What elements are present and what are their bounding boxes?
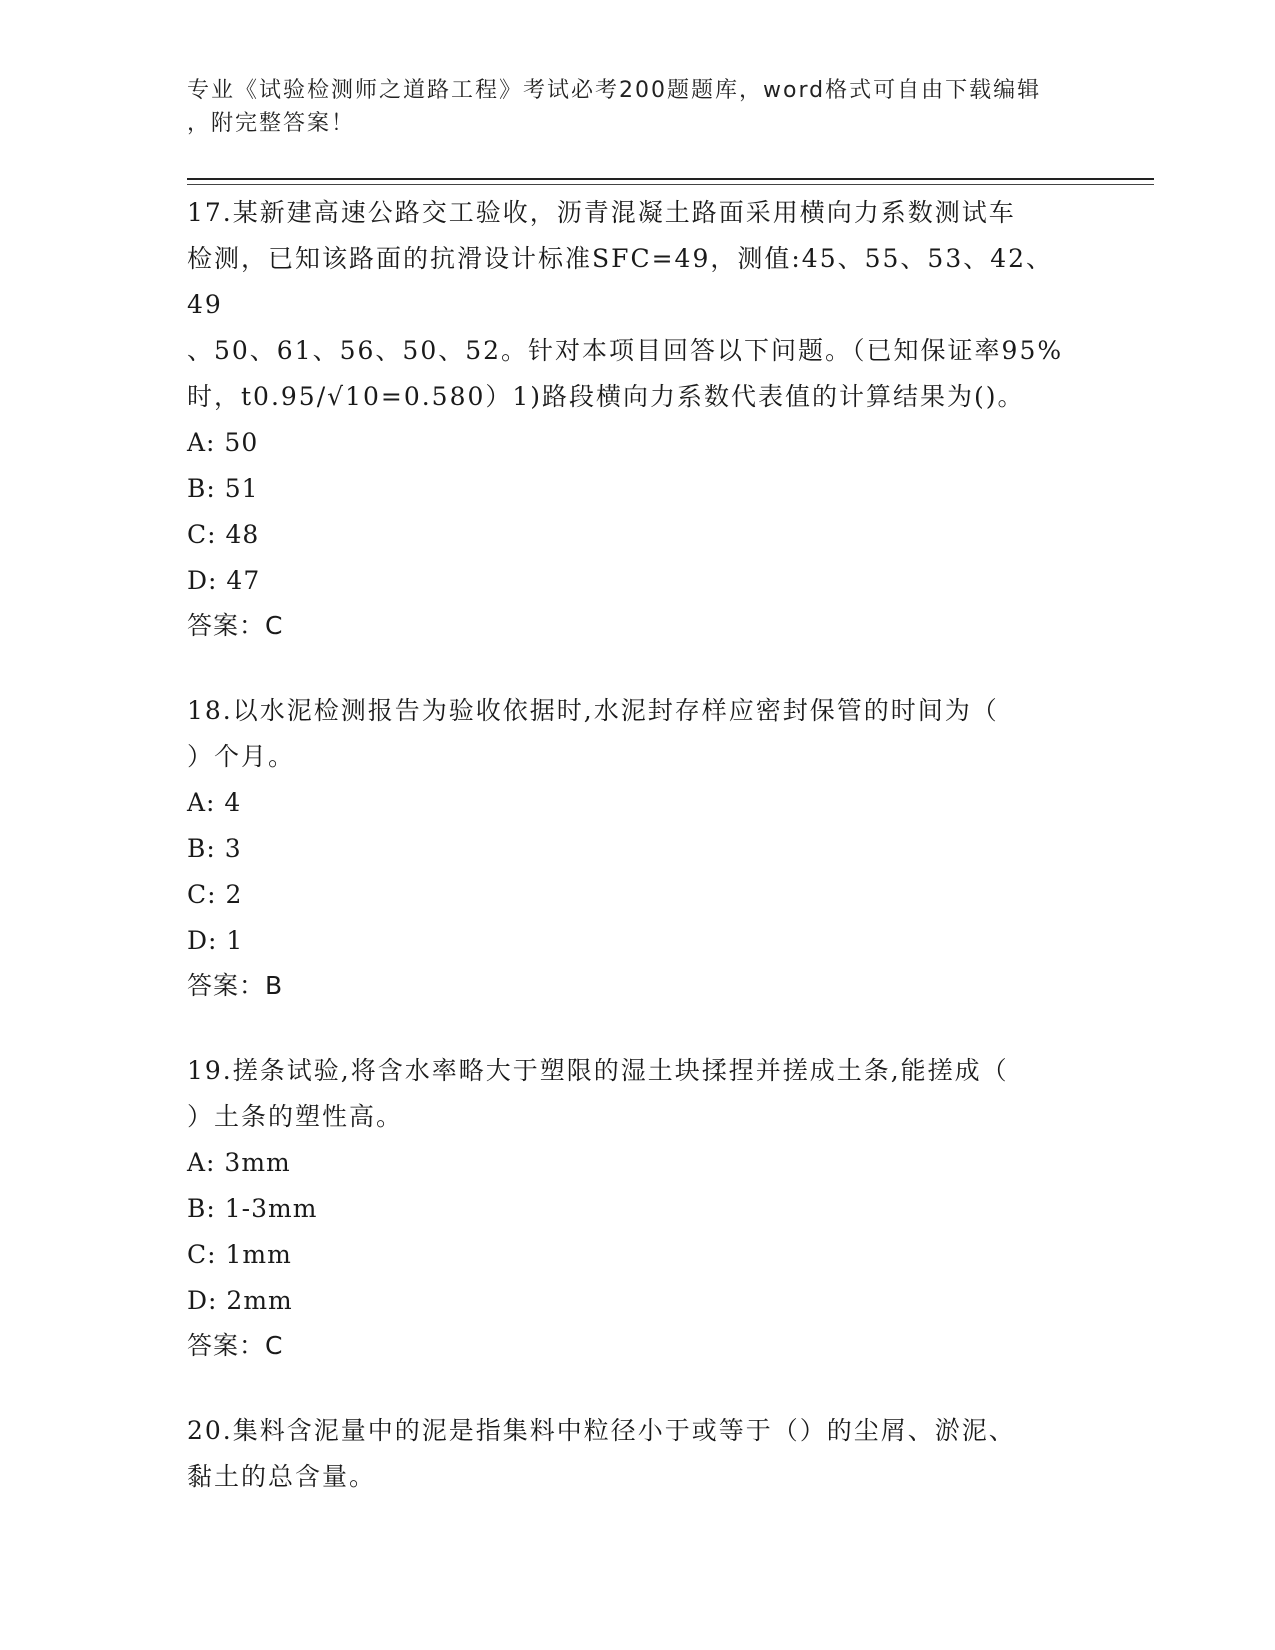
question-17-stem-line-3: 、50、61、56、50、52。针对本项目回答以下问题。（已知保证率95% bbox=[187, 336, 1064, 365]
question-20-stem-line-1: 20.集料含泥量中的泥是指集料中粒径小于或等于（）的尘屑、淤泥、 bbox=[187, 1416, 1016, 1445]
question-19-stem-line-1: 19.搓条试验,将含水率略大于塑限的湿土块揉捏并搓成土条,能搓成（ bbox=[187, 1056, 1009, 1085]
question-19-option-c: C: 1mm bbox=[187, 1240, 292, 1269]
document-header bbox=[187, 74, 1087, 140]
question-17-option-d: D: 47 bbox=[187, 566, 261, 595]
question-20-stem-line-2: 黏土的总含量。 bbox=[187, 1462, 377, 1491]
question-18-option-b: B: 3 bbox=[187, 834, 242, 863]
question-17-stem-line-2: 检测，已知该路面的抗滑设计标准SFC=49，测值:45、55、53、42、49 bbox=[187, 244, 1054, 319]
header-divider-thick bbox=[187, 178, 1154, 180]
question-17-option-c: C: 48 bbox=[187, 520, 260, 549]
question-list bbox=[187, 190, 1087, 1540]
question-20 bbox=[187, 1408, 1087, 1500]
question-18-option-c: C: 2 bbox=[187, 880, 243, 909]
question-18-stem-line-1: 18.以水泥检测报告为验收依据时,水泥封存样应密封保管的时间为（ bbox=[187, 696, 999, 725]
question-17-option-b: B: 51 bbox=[187, 474, 259, 503]
header-divider-thin bbox=[187, 184, 1154, 185]
question-19-stem-line-2: ）土条的塑性高。 bbox=[187, 1102, 404, 1131]
question-19-option-d: D: 2mm bbox=[187, 1286, 293, 1315]
question-17-option-a: A: 50 bbox=[187, 428, 259, 457]
question-18 bbox=[187, 688, 1087, 1008]
question-17-stem-line-1: 17.某新建高速公路交工验收，沥青混凝土路面采用横向力系数测试车 bbox=[187, 198, 1016, 227]
question-18-option-a: A: 4 bbox=[187, 788, 242, 817]
question-19-answer: 答案：C bbox=[187, 1331, 284, 1360]
question-18-stem-line-2: ）个月。 bbox=[187, 742, 296, 771]
question-18-option-d: D: 1 bbox=[187, 926, 244, 955]
question-17 bbox=[187, 190, 1087, 648]
question-19-option-b: B: 1-3mm bbox=[187, 1194, 318, 1223]
question-19 bbox=[187, 1048, 1087, 1368]
question-17-answer: 答案：C bbox=[187, 611, 284, 640]
header-line-2: ，附完整答案！ bbox=[187, 111, 356, 136]
question-19-option-a: A: 3mm bbox=[187, 1148, 291, 1177]
question-18-answer: 答案：B bbox=[187, 971, 284, 1000]
question-17-stem-line-4: 时，t0.95/√10=0.580）1)路段横向力系数代表值的计算结果为()。 bbox=[187, 382, 1025, 411]
header-line-1: 专业《试验检测师之道路工程》考试必考200题题库，word格式可自由下载编辑 bbox=[187, 78, 1042, 103]
